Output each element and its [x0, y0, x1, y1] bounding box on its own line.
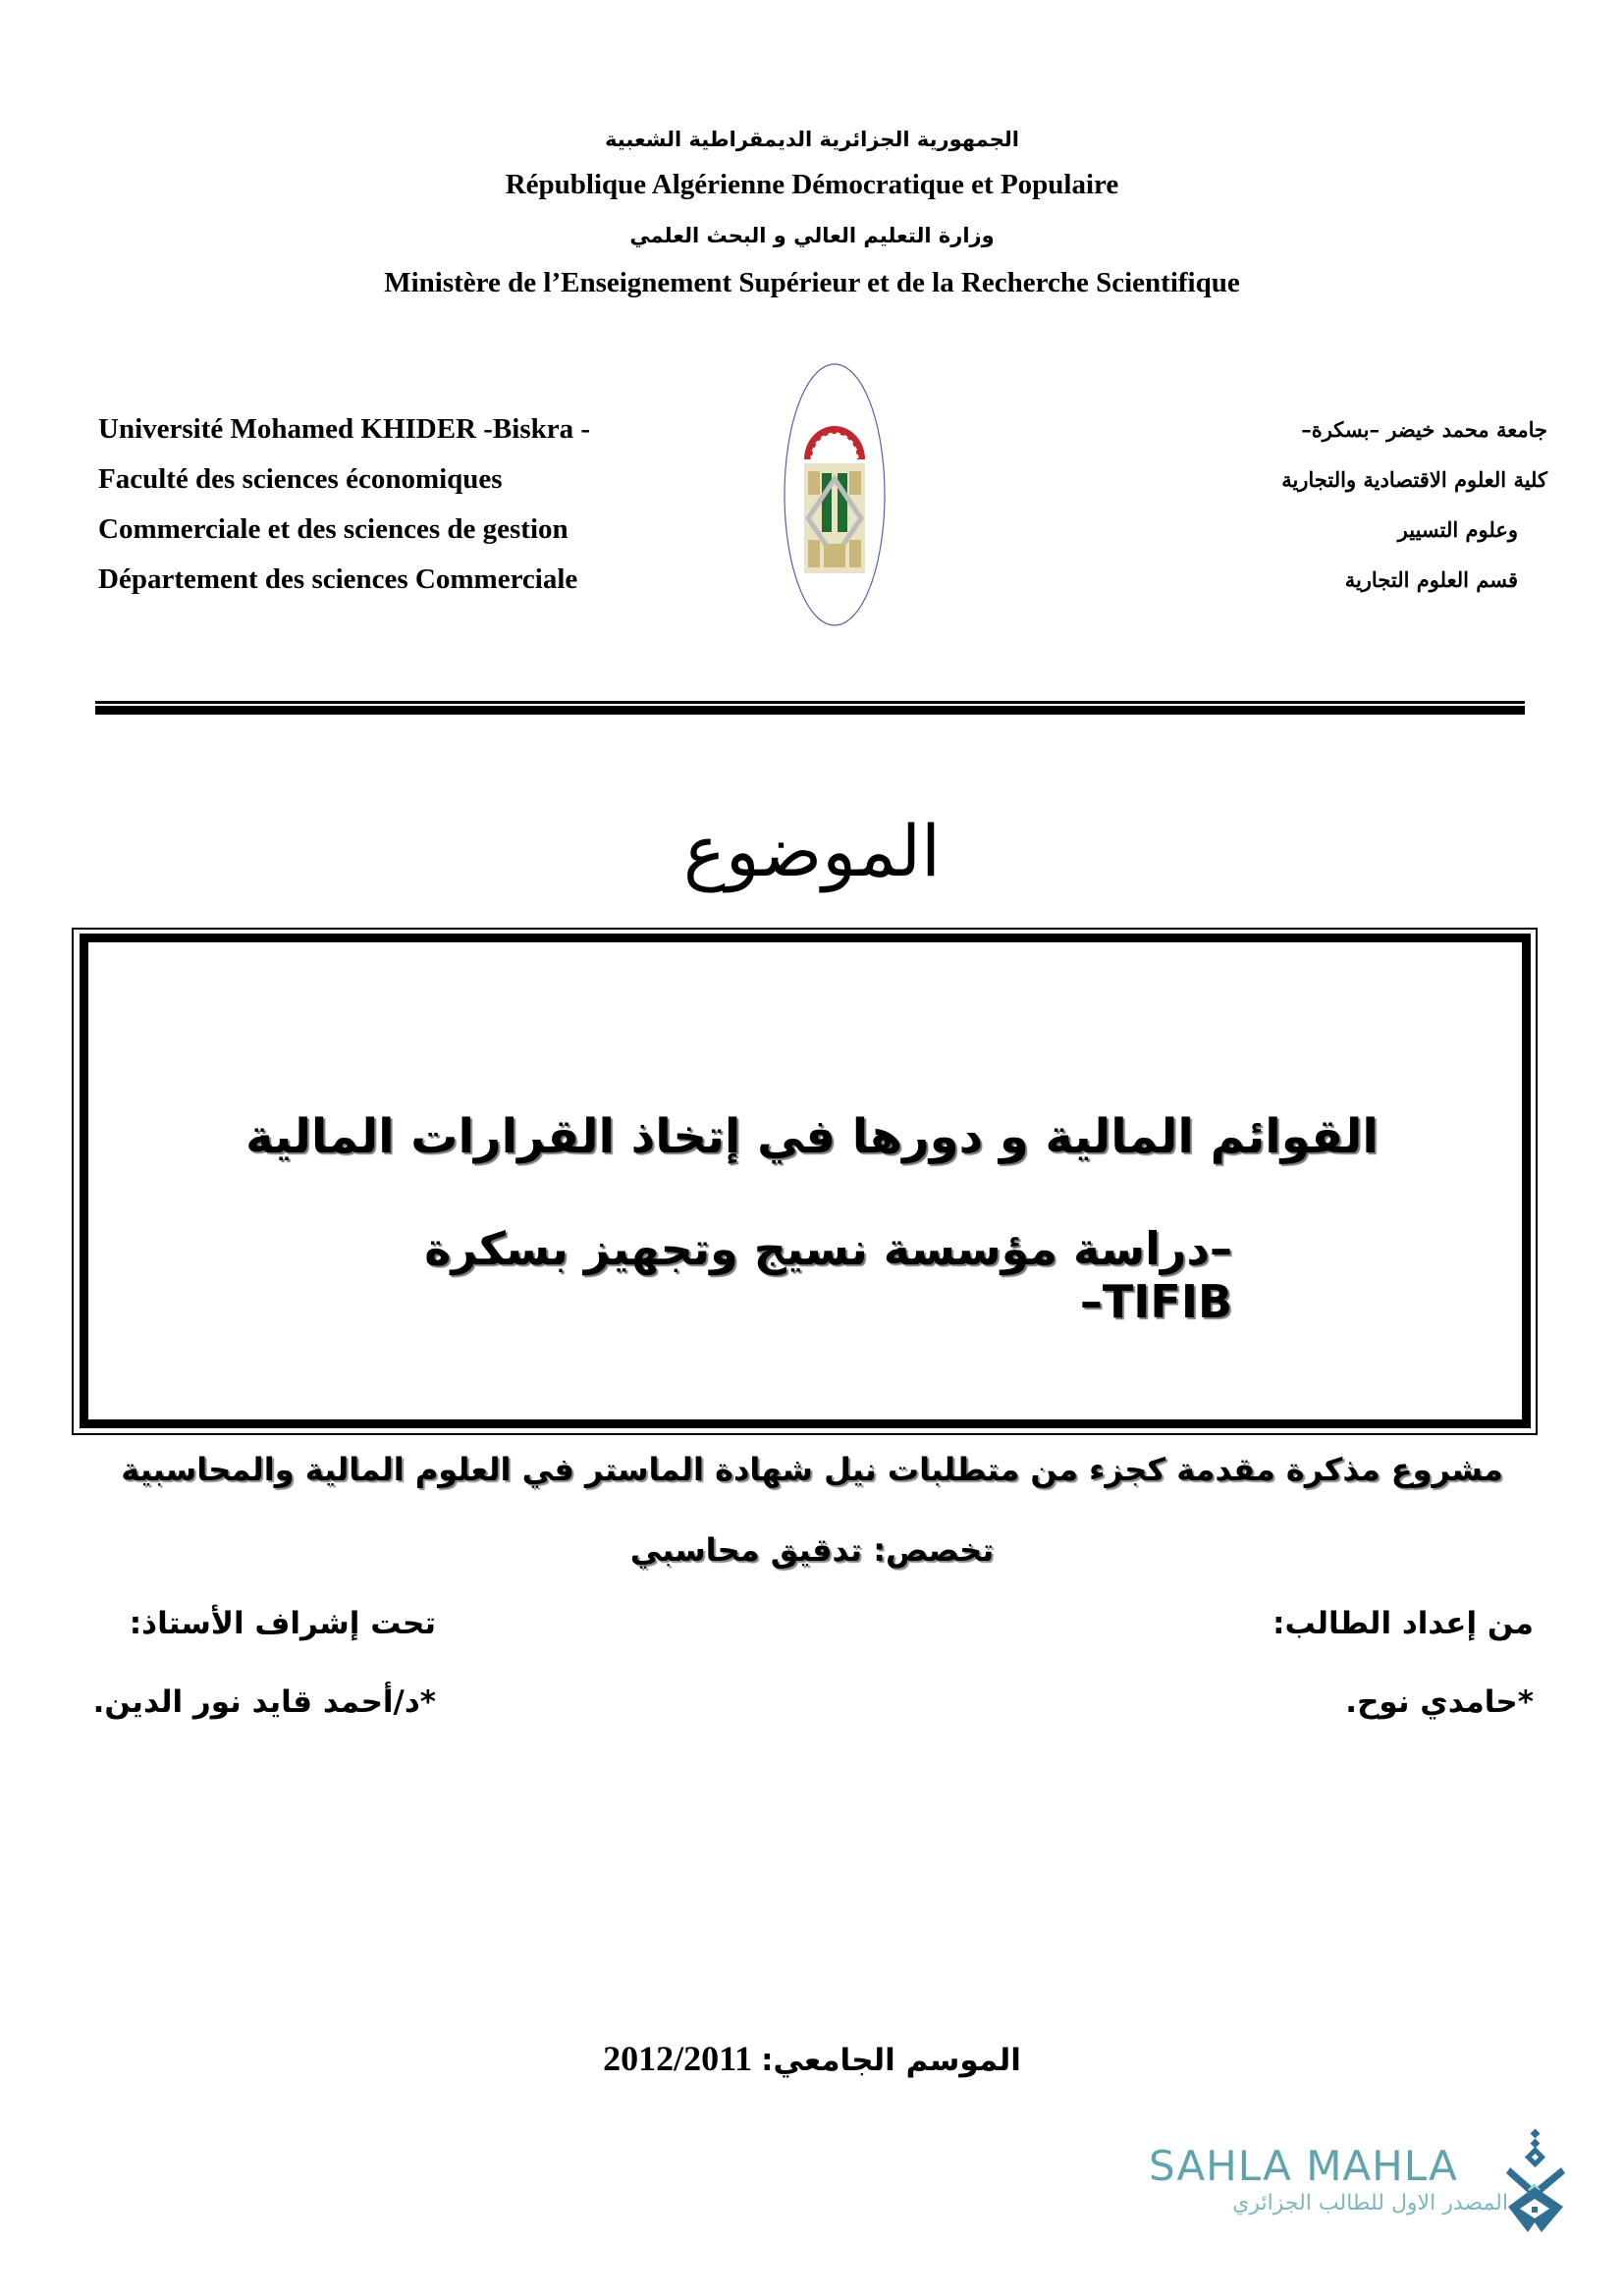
university-name-ar: جامعة محمد خيضر –بسكرة–	[1301, 417, 1547, 442]
department-name-ar: قسم العلوم التجارية	[1344, 567, 1518, 592]
subject-heading: الموضوع	[682, 810, 942, 892]
season-label: الموسم الجامعي:	[761, 2043, 1021, 2078]
institution-french-block	[98, 404, 590, 605]
title-box-inner-border	[80, 934, 1531, 1428]
student-label: من إعداد الطالب:	[1272, 1606, 1534, 1641]
institution-arabic-block	[1281, 404, 1547, 605]
calligraphy-logo-icon	[1502, 2128, 1571, 2236]
faculty-name-fr: Faculté des sciences économiques	[98, 463, 503, 495]
header-divider-thin	[95, 701, 1525, 704]
specialization: تخصص: تدقيق محاسبي	[629, 1531, 995, 1569]
republic-arabic: الجمهورية الجزائرية الديمقراطية الشعبية	[605, 128, 1019, 151]
academic-season	[0, 2038, 1624, 2079]
thesis-subtitle: –دراسة مؤسسة نسيج وتجهيز بسكرة TIFIB–	[424, 1222, 1232, 1328]
republic-french: République Algérienne Démocratique et Populaire	[505, 169, 1119, 200]
ministry-french: Ministère de l’Enseignement Supérieur et de la Recherche Scientifique	[384, 267, 1240, 298]
supervisor-label: تحت إشراف الأستاذ:	[129, 1606, 436, 1641]
faculty-name-fr-cont: Commerciale et des sciences de gestion	[98, 513, 568, 545]
faculty-name-ar-cont: وعلوم التسيير	[1397, 517, 1518, 542]
thesis-title: القوائم المالية و دورها في إتخاذ القرارات المالية	[245, 1109, 1379, 1164]
sahla-mahla-watermark	[1149, 2128, 1571, 2236]
university-name-fr: Université Mohamed KHIDER -Biskra -	[98, 413, 591, 445]
watermark-tagline: المصدر الاول للطالب الجزائري	[1232, 2191, 1508, 2216]
faculty-name-ar: كلية العلوم الاقتصادية والتجارية	[1281, 467, 1547, 492]
university-logo	[783, 361, 887, 628]
student-name: *حامدي نوح.	[1345, 1684, 1534, 1720]
header-divider-thick	[95, 706, 1525, 715]
university-emblem-icon	[783, 361, 887, 628]
supervisor-name: *د/أحمد قايد نور الدين.	[92, 1684, 436, 1720]
season-value: 2012/2011	[603, 2039, 753, 2078]
ministry-arabic: وزارة التعليم العالي و البحث العلمي	[629, 224, 995, 247]
department-name-fr: Département des sciences Commerciale	[98, 563, 578, 595]
watermark-name: SAHLA MAHLA	[1149, 2142, 1458, 2190]
degree-description: مشروع مذكرة مقدمة كجزء من متطلبات نيل شهادة الماستر في العلوم المالية والمحاسبية	[121, 1451, 1503, 1488]
